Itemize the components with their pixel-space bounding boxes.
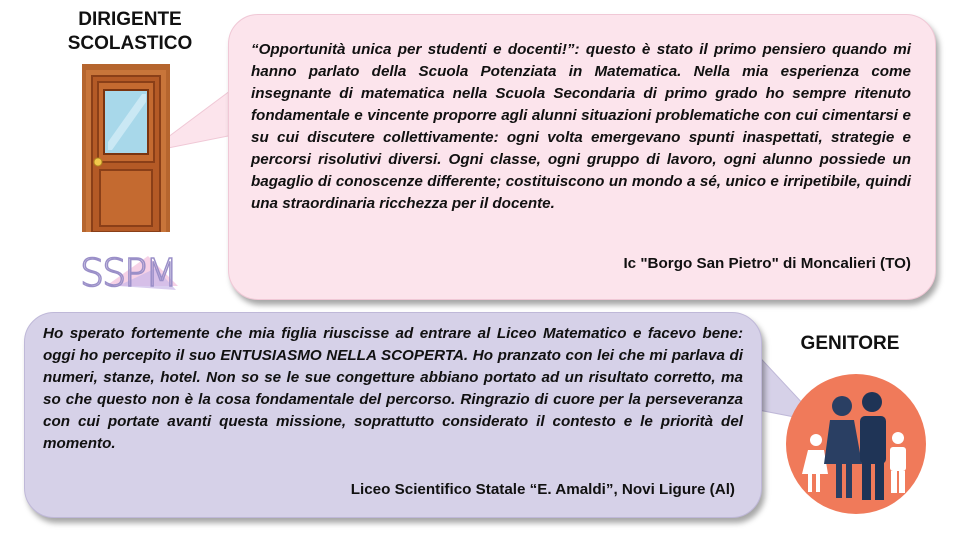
role-label-dirigente: DIRIGENTE SCOLASTICO [67,9,193,54]
family-icon [784,372,928,516]
testimonial-bubble-dirigente [228,14,936,300]
svg-text:SSPM: SSPM [80,251,176,294]
role-label-genitore: GENITORE [800,333,900,354]
testimonial-quote: “Opportunità unica per studenti e docenti!”: questo è stato il primo pensiero quando mi hanno parlato della Scuola Potenziata in Matematica. Nella mia esperienza come insegnante di matematica nella Scuola Secondaria di primo grado ho sempre ritenuto fondamentale e vincente proporre agli alunni situazioni problematiche con cui cimentarsi e su cui discutere collettivamente: ogni volta emergevano spunti inaspettati, strategie e percorsi risolutivi diversi. Ogni classe, ogni gruppo di lavoro, ogni alunno possiede un bagaglio di conoscenze differente; costituiscono un mondo a sé, unico e irripetibile, quindi una straordinaria ricchezza per il docente. [251,41,911,212]
testimonial-bubble-genitore [24,312,762,518]
testimonial-quote: Ho sperato fortemente che mia figlia riuscisse ad entrare al Liceo Matematico e facevo bene: oggi ho percepito il suo ENTUSIASMO NELLA SCOPERTA. Ho pranzato con lei che mi parlava di numeri, stanze, hotel. Non so se le sue congetture abbiano portato ad un risultato corretto, ma so che questo non è la cosa fondamentale del percorso. Ringrazio di cuore per la perseveranza con cui portate avanti questa missione, soprattutto considerato il contesto e le priorità del momento. [43,325,743,452]
testimonial-signature: Ic "Borgo San Pietro" di Moncalieri (TO) [623,255,911,272]
door-icon [82,62,170,232]
testimonial-signature: Liceo Scientifico Statale “E. Amaldi”, Novi Ligure (Al) [350,481,735,498]
sspm-logo [78,246,182,294]
